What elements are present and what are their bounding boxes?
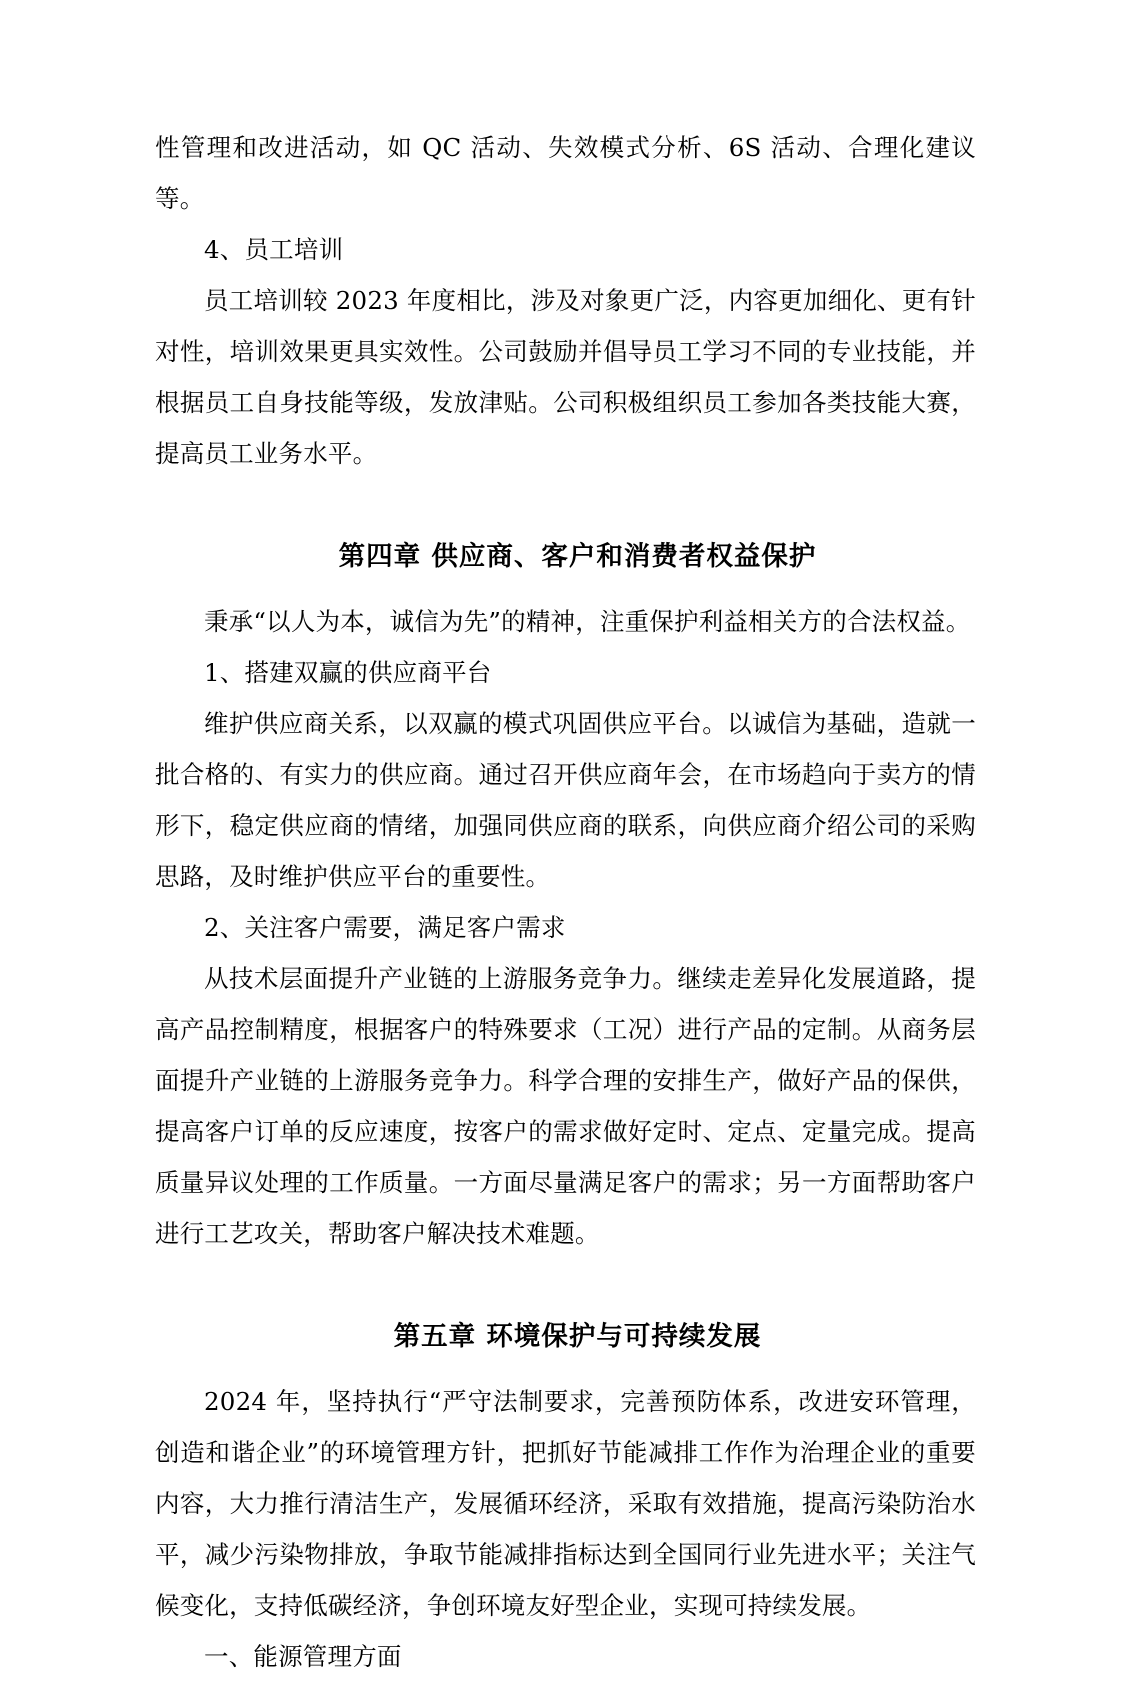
- document-body: [155, 122, 976, 1682]
- spacer-after-chapter-five-heading: [155, 1362, 976, 1376]
- spacer-before-chapter-four: [155, 479, 976, 531]
- chapter-five-heading: 第五章 环境保护与可持续发展: [393, 1321, 762, 1352]
- chapter-five-heading-block: [155, 1311, 976, 1362]
- spacer-after-chapter-four-heading: [155, 582, 976, 596]
- paragraph-supplier-platform-body: 维护供应商关系，以双赢的模式巩固供应平台。以诚信为基础，造就一批合格的、有实力的供应商。通过召开供应商年会，在市场趋向于卖方的情形下，稳定供应商的情绪，加强同供应商的联系，向供应商介绍公司的采购思路，及时维护供应平台的重要性。: [155, 709, 976, 891]
- paragraph-supplier-platform-title: 1、搭建双赢的供应商平台: [204, 658, 492, 687]
- paragraph-energy-management-title: 一、能源管理方面: [204, 1642, 402, 1671]
- paragraph-employee-training: 员工培训较 2023 年度相比，涉及对象更广泛，内容更加细化、更有针对性，培训效果更具实效性。公司鼓励并倡导员工学习不同的专业技能，并根据员工自身技能等级，发放津贴。公司积极组织员工参加各类技能大赛，提高员工业务水平。: [155, 286, 976, 468]
- spacer-before-chapter-five: [155, 1259, 976, 1311]
- paragraph-section-4-title: 4、员工培训: [204, 235, 344, 264]
- paragraph-environment-policy: 2024 年，坚持执行“严守法制要求，完善预防体系，改进安环管理，创造和谐企业”的环境管理方针，把抓好节能减排工作作为治理企业的重要内容，大力推行清洁生产，发展循环经济，采取有效措施，提高污染防治水平，减少污染物排放，争取节能减排指标达到全国同行业先进水平；关注气候变化，支持低碳经济，争创环境友好型企业，实现可持续发展。: [155, 1387, 976, 1620]
- paragraph-spirit-statement: 秉承“以人为本，诚信为先”的精神，注重保护利益相关方的合法权益。: [204, 607, 971, 636]
- chapter-four-heading: 第四章 供应商、客户和消费者权益保护: [338, 541, 817, 572]
- paragraph-continuation: 性管理和改进活动，如 QC 活动、失效模式分析、6S 活动、合理化建议等。: [155, 133, 976, 213]
- chapter-four-heading-block: [155, 531, 976, 582]
- paragraph-customer-needs-title: 2、关注客户需要，满足客户需求: [204, 913, 566, 942]
- paragraph-customer-needs-body: 从技术层面提升产业链的上游服务竞争力。继续走差异化发展道路，提高产品控制精度，根据客户的特殊要求（工况）进行产品的定制。从商务层面提升产业链的上游服务竞争力。科学合理的安排生产，做好产品的保供，提高客户订单的反应速度，按客户的需求做好定时、定点、定量完成。提高质量异议处理的工作质量。一方面尽量满足客户的需求；另一方面帮助客户进行工艺攻关，帮助客户解决技术难题。: [155, 964, 976, 1248]
